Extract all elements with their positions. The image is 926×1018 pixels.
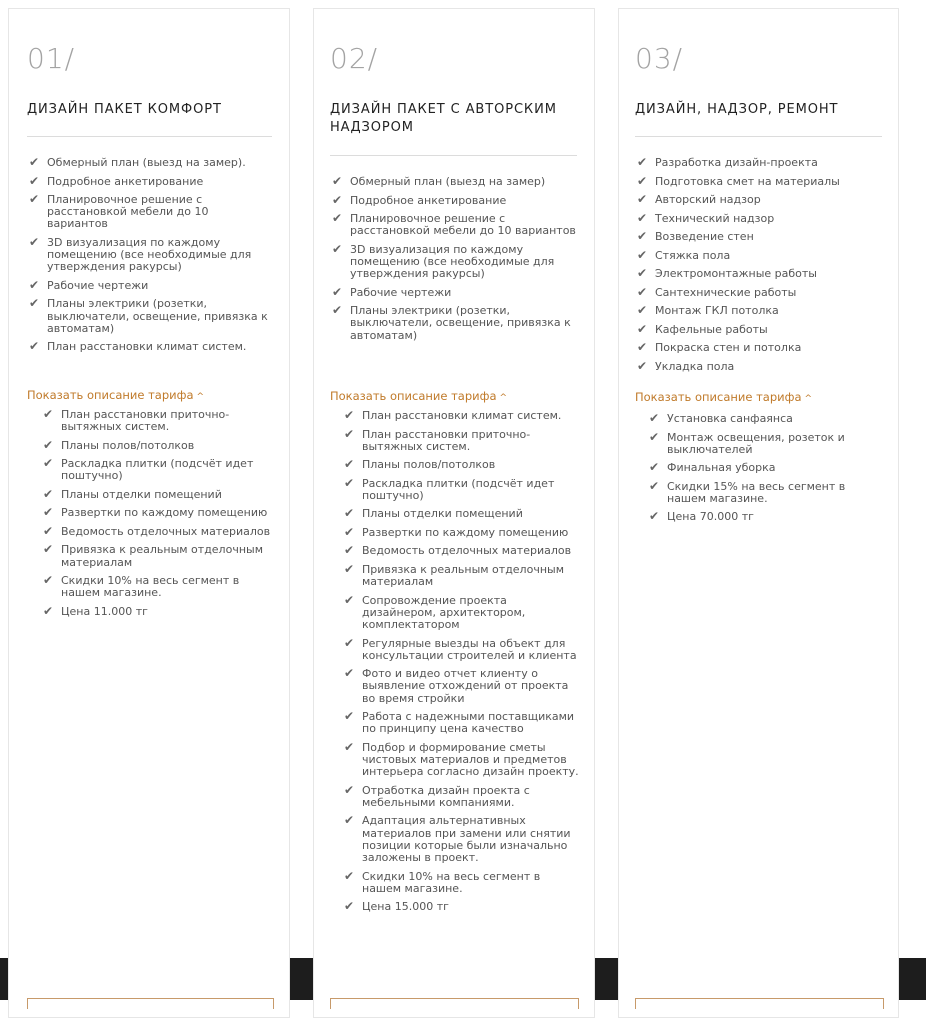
feature-text: Обмерный план (выезд на замер). bbox=[47, 156, 246, 169]
checkmark-icon: ✔ bbox=[332, 303, 343, 318]
feature-text: Планировочное решение с расстановкой мебели до 10 вариантов bbox=[47, 193, 209, 231]
feature-item bbox=[342, 459, 582, 471]
feature-item bbox=[647, 478, 885, 505]
feature-text: Подготовка смет на материалы bbox=[655, 174, 840, 188]
feature-item bbox=[27, 341, 272, 353]
feature-item bbox=[342, 508, 582, 520]
feature-text: План расстановки климат систем. bbox=[47, 340, 247, 354]
feature-item bbox=[647, 413, 885, 425]
feature-text: Планы электрики (розетки, выключатели, освещение, привязка к автоматам) bbox=[47, 297, 268, 335]
feature-item bbox=[41, 523, 273, 538]
feature-item bbox=[635, 231, 882, 243]
feature-text: Развертки по каждому помещению bbox=[362, 525, 569, 539]
caret-up-icon: ^ bbox=[804, 394, 813, 404]
feature-text: Электромонтажные работы bbox=[655, 267, 817, 280]
feature-item bbox=[647, 462, 885, 474]
checkmark-icon: ✔ bbox=[344, 408, 355, 422]
feature-item bbox=[330, 284, 577, 299]
checkmark-icon: ✔ bbox=[344, 426, 355, 441]
caret-up-icon: ^ bbox=[196, 392, 205, 402]
toggle-label: Показать описание тарифа bbox=[330, 389, 497, 403]
feature-item bbox=[635, 247, 882, 262]
feature-text: Фото и видео отчет клиенту о выявление отхождений от проекта во время стройки bbox=[362, 667, 569, 705]
feature-text: Планы полов/потолков bbox=[362, 458, 496, 472]
feature-item bbox=[41, 409, 273, 433]
feature-item bbox=[342, 815, 582, 864]
feature-item bbox=[41, 544, 273, 568]
checkmark-icon: ✔ bbox=[649, 509, 660, 524]
feature-item bbox=[635, 321, 882, 336]
checkmark-icon: ✔ bbox=[43, 486, 54, 501]
feature-item bbox=[27, 234, 272, 274]
checkmark-icon: ✔ bbox=[344, 868, 355, 883]
checkmark-icon: ✔ bbox=[637, 303, 648, 317]
feature-item bbox=[342, 545, 582, 557]
checkmark-icon: ✔ bbox=[43, 505, 54, 520]
feature-item bbox=[342, 711, 582, 735]
checkmark-icon: ✔ bbox=[344, 666, 355, 681]
feature-text: Регулярные выезды на объект для консультации строителей и клиента bbox=[362, 636, 577, 662]
checkmark-icon: ✔ bbox=[29, 234, 40, 249]
feature-item bbox=[27, 194, 272, 231]
checkmark-icon: ✔ bbox=[332, 174, 343, 188]
checkmark-icon: ✔ bbox=[344, 739, 355, 754]
feature-text: Сантехнические работы bbox=[655, 285, 797, 299]
toggle-label: Показать описание тарифа bbox=[27, 388, 194, 402]
checkmark-icon: ✔ bbox=[637, 358, 648, 373]
divider bbox=[27, 136, 272, 137]
feature-item bbox=[342, 561, 582, 589]
feature-item bbox=[41, 437, 273, 452]
feature-text: Возведение стен bbox=[655, 230, 754, 243]
feature-text: План расстановки приточно-вытяжных систем. bbox=[362, 427, 531, 453]
feature-text: Монтаж ГКЛ потолка bbox=[655, 304, 779, 317]
checkmark-icon: ✔ bbox=[637, 229, 648, 243]
feature-item bbox=[330, 192, 577, 207]
checkmark-icon: ✔ bbox=[332, 284, 343, 299]
feature-text: Рабочие чертежи bbox=[350, 285, 452, 299]
feature-item bbox=[342, 410, 582, 422]
feature-text: 3D визуализация по каждому помещению (все необходимые для утверждения ракурсы) bbox=[350, 242, 555, 281]
checkmark-icon: ✔ bbox=[649, 460, 660, 475]
feature-item bbox=[647, 511, 885, 523]
show-description-toggle[interactable] bbox=[635, 390, 812, 404]
feature-item bbox=[41, 575, 273, 599]
feature-text: Скидки 10% на весь сегмент в нашем магазине. bbox=[61, 574, 240, 600]
checkmark-icon: ✔ bbox=[332, 241, 343, 256]
feature-text: Привязка к реальным отделочным материалам bbox=[362, 562, 564, 589]
feature-text: Цена 15.000 тг bbox=[362, 900, 449, 914]
checkmark-icon: ✔ bbox=[344, 457, 355, 472]
feature-item bbox=[635, 284, 882, 299]
checkmark-icon: ✔ bbox=[29, 277, 40, 292]
checkmark-icon: ✔ bbox=[344, 524, 355, 539]
feature-item bbox=[342, 739, 582, 779]
feature-item bbox=[41, 486, 273, 501]
checkmark-icon: ✔ bbox=[29, 155, 40, 169]
feature-item bbox=[41, 458, 273, 482]
pricing-card-2 bbox=[313, 8, 595, 1018]
feature-text: Монтаж освещения, розеток и выключателей bbox=[667, 430, 845, 456]
feature-text: Подбор и формирование сметы чистовых материалов и предметов интерьера согласно дизайн проекту. bbox=[362, 740, 579, 779]
checkmark-icon: ✔ bbox=[344, 506, 355, 521]
feature-text: Установка санфаянса bbox=[667, 412, 793, 425]
feature-text: Авторский надзор bbox=[655, 193, 761, 206]
checkmark-icon: ✔ bbox=[637, 321, 648, 336]
checkmark-icon: ✔ bbox=[29, 296, 40, 311]
feature-item bbox=[27, 298, 272, 335]
checkmark-icon: ✔ bbox=[344, 635, 355, 650]
divider bbox=[330, 155, 577, 156]
feature-item bbox=[342, 635, 582, 662]
feature-text: План расстановки климат систем. bbox=[362, 409, 562, 422]
feature-text: Цена 70.000 тг bbox=[667, 510, 754, 524]
feature-item bbox=[342, 475, 582, 502]
feature-item bbox=[635, 157, 882, 169]
feature-item bbox=[342, 868, 582, 895]
feature-text: Скидки 10% на весь сегмент в нашем магазине. bbox=[362, 869, 541, 895]
checkmark-icon: ✔ bbox=[344, 475, 355, 490]
caret-up-icon: ^ bbox=[499, 393, 508, 403]
feature-item bbox=[635, 210, 882, 225]
checkmark-icon: ✔ bbox=[43, 603, 54, 618]
feature-list bbox=[27, 157, 272, 360]
checkmark-icon: ✔ bbox=[344, 561, 355, 576]
feature-list bbox=[330, 176, 577, 348]
feature-text: Планы электрики (розетки, выключатели, освещение, привязка к автоматам) bbox=[350, 304, 571, 342]
plan-title: ДИЗАЙН ПАКЕТ КОМФОРТ bbox=[27, 102, 222, 117]
checkmark-icon: ✔ bbox=[344, 782, 355, 797]
checkmark-icon: ✔ bbox=[637, 340, 648, 354]
checkmark-icon: ✔ bbox=[43, 542, 54, 557]
feature-item bbox=[342, 524, 582, 539]
checkmark-icon: ✔ bbox=[637, 247, 648, 262]
feature-item bbox=[635, 342, 882, 354]
feature-text: Технический надзор bbox=[655, 211, 775, 225]
checkmark-icon: ✔ bbox=[344, 709, 355, 724]
feature-text: Планы полов/потолков bbox=[61, 438, 195, 452]
feature-text: Планы отделки помещений bbox=[362, 507, 523, 521]
divider bbox=[635, 136, 882, 137]
feature-item bbox=[41, 603, 273, 618]
feature-item bbox=[27, 277, 272, 292]
checkmark-icon: ✔ bbox=[332, 192, 343, 207]
checkmark-icon: ✔ bbox=[649, 478, 660, 493]
plan-number: 01/ bbox=[27, 42, 76, 75]
feature-item bbox=[27, 157, 272, 169]
feature-text: Ведомость отделочных материалов bbox=[61, 524, 271, 538]
checkmark-icon: ✔ bbox=[637, 210, 648, 225]
show-description-toggle[interactable] bbox=[27, 388, 204, 402]
checkmark-icon: ✔ bbox=[637, 266, 648, 280]
pricing-card-3 bbox=[618, 8, 899, 1018]
feature-item bbox=[342, 668, 582, 705]
feature-text: Ведомость отделочных материалов bbox=[362, 544, 572, 558]
checkmark-icon: ✔ bbox=[637, 192, 648, 206]
checkmark-icon: ✔ bbox=[649, 411, 660, 425]
checkmark-icon: ✔ bbox=[332, 211, 343, 225]
feature-text: Планировочное решение с расстановкой мебели до 10 вариантов bbox=[350, 212, 576, 238]
plan-title: ДИЗАЙН, НАДЗОР, РЕМОНТ bbox=[635, 102, 839, 117]
checkmark-icon: ✔ bbox=[344, 543, 355, 558]
checkmark-icon: ✔ bbox=[29, 339, 40, 354]
feature-text: Укладка пола bbox=[655, 359, 735, 373]
plan-number: 02/ bbox=[330, 42, 379, 75]
extra-feature-list bbox=[342, 410, 582, 920]
pricing-card-1 bbox=[8, 8, 290, 1018]
toggle-label: Показать описание тарифа bbox=[635, 390, 802, 404]
feature-text: Планы отделки помещений bbox=[61, 487, 222, 501]
feature-item bbox=[342, 901, 582, 913]
extra-feature-list bbox=[41, 409, 273, 624]
feature-text: Скидки 15% на весь сегмент в нашем магазине. bbox=[667, 479, 846, 505]
feature-text: Покраска стен и потолка bbox=[655, 341, 802, 354]
feature-item bbox=[342, 426, 582, 453]
feature-text: Подробное анкетирование bbox=[47, 174, 204, 188]
feature-text: Привязка к реальным отделочным материалам bbox=[61, 543, 263, 569]
feature-text: Цена 11.000 тг bbox=[61, 604, 148, 618]
feature-item bbox=[635, 305, 882, 317]
feature-item bbox=[330, 241, 577, 281]
feature-text: Подробное анкетирование bbox=[350, 193, 507, 207]
plan-title: ДИЗАЙН ПАКЕТ С АВТОРСКИМ НАДЗОРОМ bbox=[330, 102, 557, 135]
feature-text: Разработка дизайн-проекта bbox=[655, 156, 818, 169]
feature-item bbox=[342, 592, 582, 632]
feature-text: Работа с надежными поставщиками по принципу цена качество bbox=[362, 710, 575, 736]
checkmark-icon: ✔ bbox=[637, 173, 648, 188]
feature-text: Адаптация альтернативных материалов при замени или снятии позиции которые были изначально заложены в проект. bbox=[362, 814, 571, 865]
checkmark-icon: ✔ bbox=[43, 437, 54, 452]
feature-item bbox=[41, 507, 273, 519]
feature-item bbox=[635, 268, 882, 280]
extra-feature-list bbox=[647, 413, 885, 530]
plan-number: 03/ bbox=[635, 42, 684, 75]
feature-text: Раскладка плитки (подсчёт идет поштучно) bbox=[362, 476, 555, 502]
checkmark-icon: ✔ bbox=[43, 407, 54, 421]
checkmark-icon: ✔ bbox=[637, 155, 648, 169]
feature-list bbox=[635, 157, 882, 379]
checkmark-icon: ✔ bbox=[649, 429, 660, 444]
feature-item bbox=[635, 173, 882, 188]
checkmark-icon: ✔ bbox=[344, 592, 355, 607]
feature-text: Обмерный план (выезд на замер) bbox=[350, 175, 546, 188]
feature-text: План расстановки приточно-вытяжных систем. bbox=[61, 408, 230, 434]
checkmark-icon: ✔ bbox=[344, 813, 355, 828]
feature-text: Рабочие чертежи bbox=[47, 278, 149, 292]
feature-item bbox=[635, 194, 882, 206]
checkmark-icon: ✔ bbox=[344, 899, 355, 914]
feature-text: Стяжка пола bbox=[655, 248, 731, 262]
checkmark-icon: ✔ bbox=[43, 456, 54, 471]
checkmark-icon: ✔ bbox=[29, 173, 40, 188]
checkmark-icon: ✔ bbox=[637, 284, 648, 299]
feature-text: Финальная уборка bbox=[667, 461, 776, 475]
feature-text: Кафельные работы bbox=[655, 322, 768, 336]
feature-item bbox=[330, 176, 577, 188]
feature-text: Отработка дизайн проекта с мебельными компаниями. bbox=[362, 783, 530, 809]
show-description-toggle[interactable] bbox=[330, 389, 507, 403]
feature-item bbox=[27, 173, 272, 188]
feature-text: Сопровождение проекта дизайнером, архитектором, комплектатором bbox=[362, 593, 526, 632]
feature-item bbox=[330, 213, 577, 237]
feature-text: Развертки по каждому помещению bbox=[61, 506, 268, 520]
feature-text: Раскладка плитки (подсчёт идет поштучно) bbox=[61, 457, 254, 483]
feature-item bbox=[342, 782, 582, 809]
feature-item bbox=[647, 429, 885, 456]
checkmark-icon: ✔ bbox=[29, 192, 40, 206]
feature-text: 3D визуализация по каждому помещению (все необходимые для утверждения ракурсы) bbox=[47, 235, 252, 274]
checkmark-icon: ✔ bbox=[43, 523, 54, 538]
feature-item bbox=[635, 358, 882, 373]
feature-item bbox=[330, 305, 577, 342]
checkmark-icon: ✔ bbox=[43, 573, 54, 588]
